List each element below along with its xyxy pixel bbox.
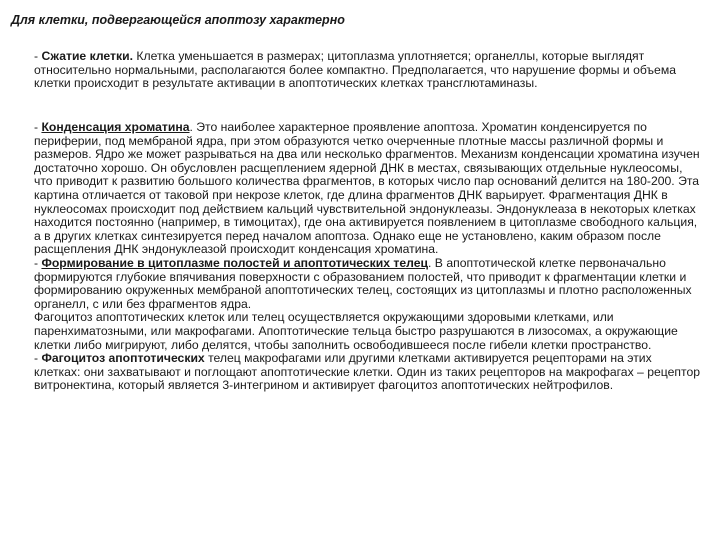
apoptotic-bodies-dash: - bbox=[34, 255, 42, 270]
apoptotic-bodies-text: . В апоптотической клетке первоначально формируются глубокие впячивания поверхности с образованием полостей, что приводит к фрагментации клетки и формированию окруженных мембраной апоптотических телец, состоящих из цитоплазмы и плотно расположенных органелл, с или без фрагментов ядра. bbox=[34, 255, 692, 311]
section-cell-shrinkage bbox=[34, 50, 694, 91]
chromatin-condensation-term: Конденсация хроматина bbox=[41, 120, 190, 134]
cell-shrinkage-dash: - bbox=[34, 49, 42, 63]
chromatin-condensation-paragraph bbox=[34, 121, 700, 257]
phagocytosis-receptors-dash: - bbox=[34, 351, 42, 366]
chromatin-condensation-dash: - bbox=[34, 120, 42, 134]
document-heading: Для клетки, подвергающейся апоптозу характерно bbox=[11, 13, 345, 27]
cell-shrinkage-paragraph bbox=[34, 50, 694, 91]
apoptotic-bodies-term: Формирование в цитоплазме полостей и апоптотических телец bbox=[41, 255, 429, 270]
phagocytosis-receptors-text: телец макрофагами или другими клетками активируется рецепторами на этих клетках: они захватывают и поглощают апоптотические клетки. Один из таких рецепторов на макрофагах – рецептор витронектина, который является 3-интегрином и активирует фагоцитоз апоптотических нейтрофилов. bbox=[34, 351, 700, 393]
chromatin-condensation-text: . Это наиболее характерное проявление апоптоза. Хроматин конденсируется по периферии, под мембраной ядра, при этом образуются четко очерченные плотные массы различной формы и размеров. Ядро же может разрываться на два или несколько фрагментов. Механизм конденсации хроматина изучен достаточно хорошо. Он обусловлен расщеплением ядерной ДНК в местах, связывающих отдельные нуклеосомы, что приводит к развитию большого количества фрагментов, в которых число пар оснований делится на 180-200. Эта картина отличается от таковой при некрозе клеток, где длина фрагментов ДНК варьирует. Фрагментация ДНК в нуклеосомах происходит под действием кальций чувствительной эндонуклеазы. Эндонуклеаза в некоторых клетках находится постоянно (например, в тимоцитах), где она активируется появлением в цитоплазме свободного кальция, а в других клетках синтезируется перед началом апоптоза. Однако еще не установлено, каким образом после расщепления ДНК эндонуклеазой происходит конденсация хроматина. bbox=[34, 120, 700, 257]
phagocytosis-receptors-term: Фагоцитоз апоптотических bbox=[41, 351, 205, 366]
cell-shrinkage-text: Клетка уменьшается в размерах; цитоплазма уплотняется; органеллы, которые выглядят относительно нормальными, располагаются более компактно. Предполагается, что нарушение формы и объема клетки происходит в результате активации в апоптотических клетках трансглютаминазы. bbox=[34, 49, 676, 91]
phagocytosis-receptors-paragraph bbox=[34, 352, 700, 393]
apoptotic-bodies-paragraph bbox=[34, 257, 700, 311]
section-main-text bbox=[34, 121, 700, 393]
phagocytosis-description-paragraph: Фагоцитоз апоптотических клеток или телец осуществляется окружающими здоровыми клетками, или паренхиматозными, или макрофагами. Апоптотические тельца быстро разрушаются в лизосомах, а окружающие клетки либо мигрируют, либо делятся, чтобы заполнить освободившееся после гибели клетки пространство. bbox=[34, 310, 678, 352]
cell-shrinkage-term: Сжатие клетки. bbox=[41, 49, 133, 63]
